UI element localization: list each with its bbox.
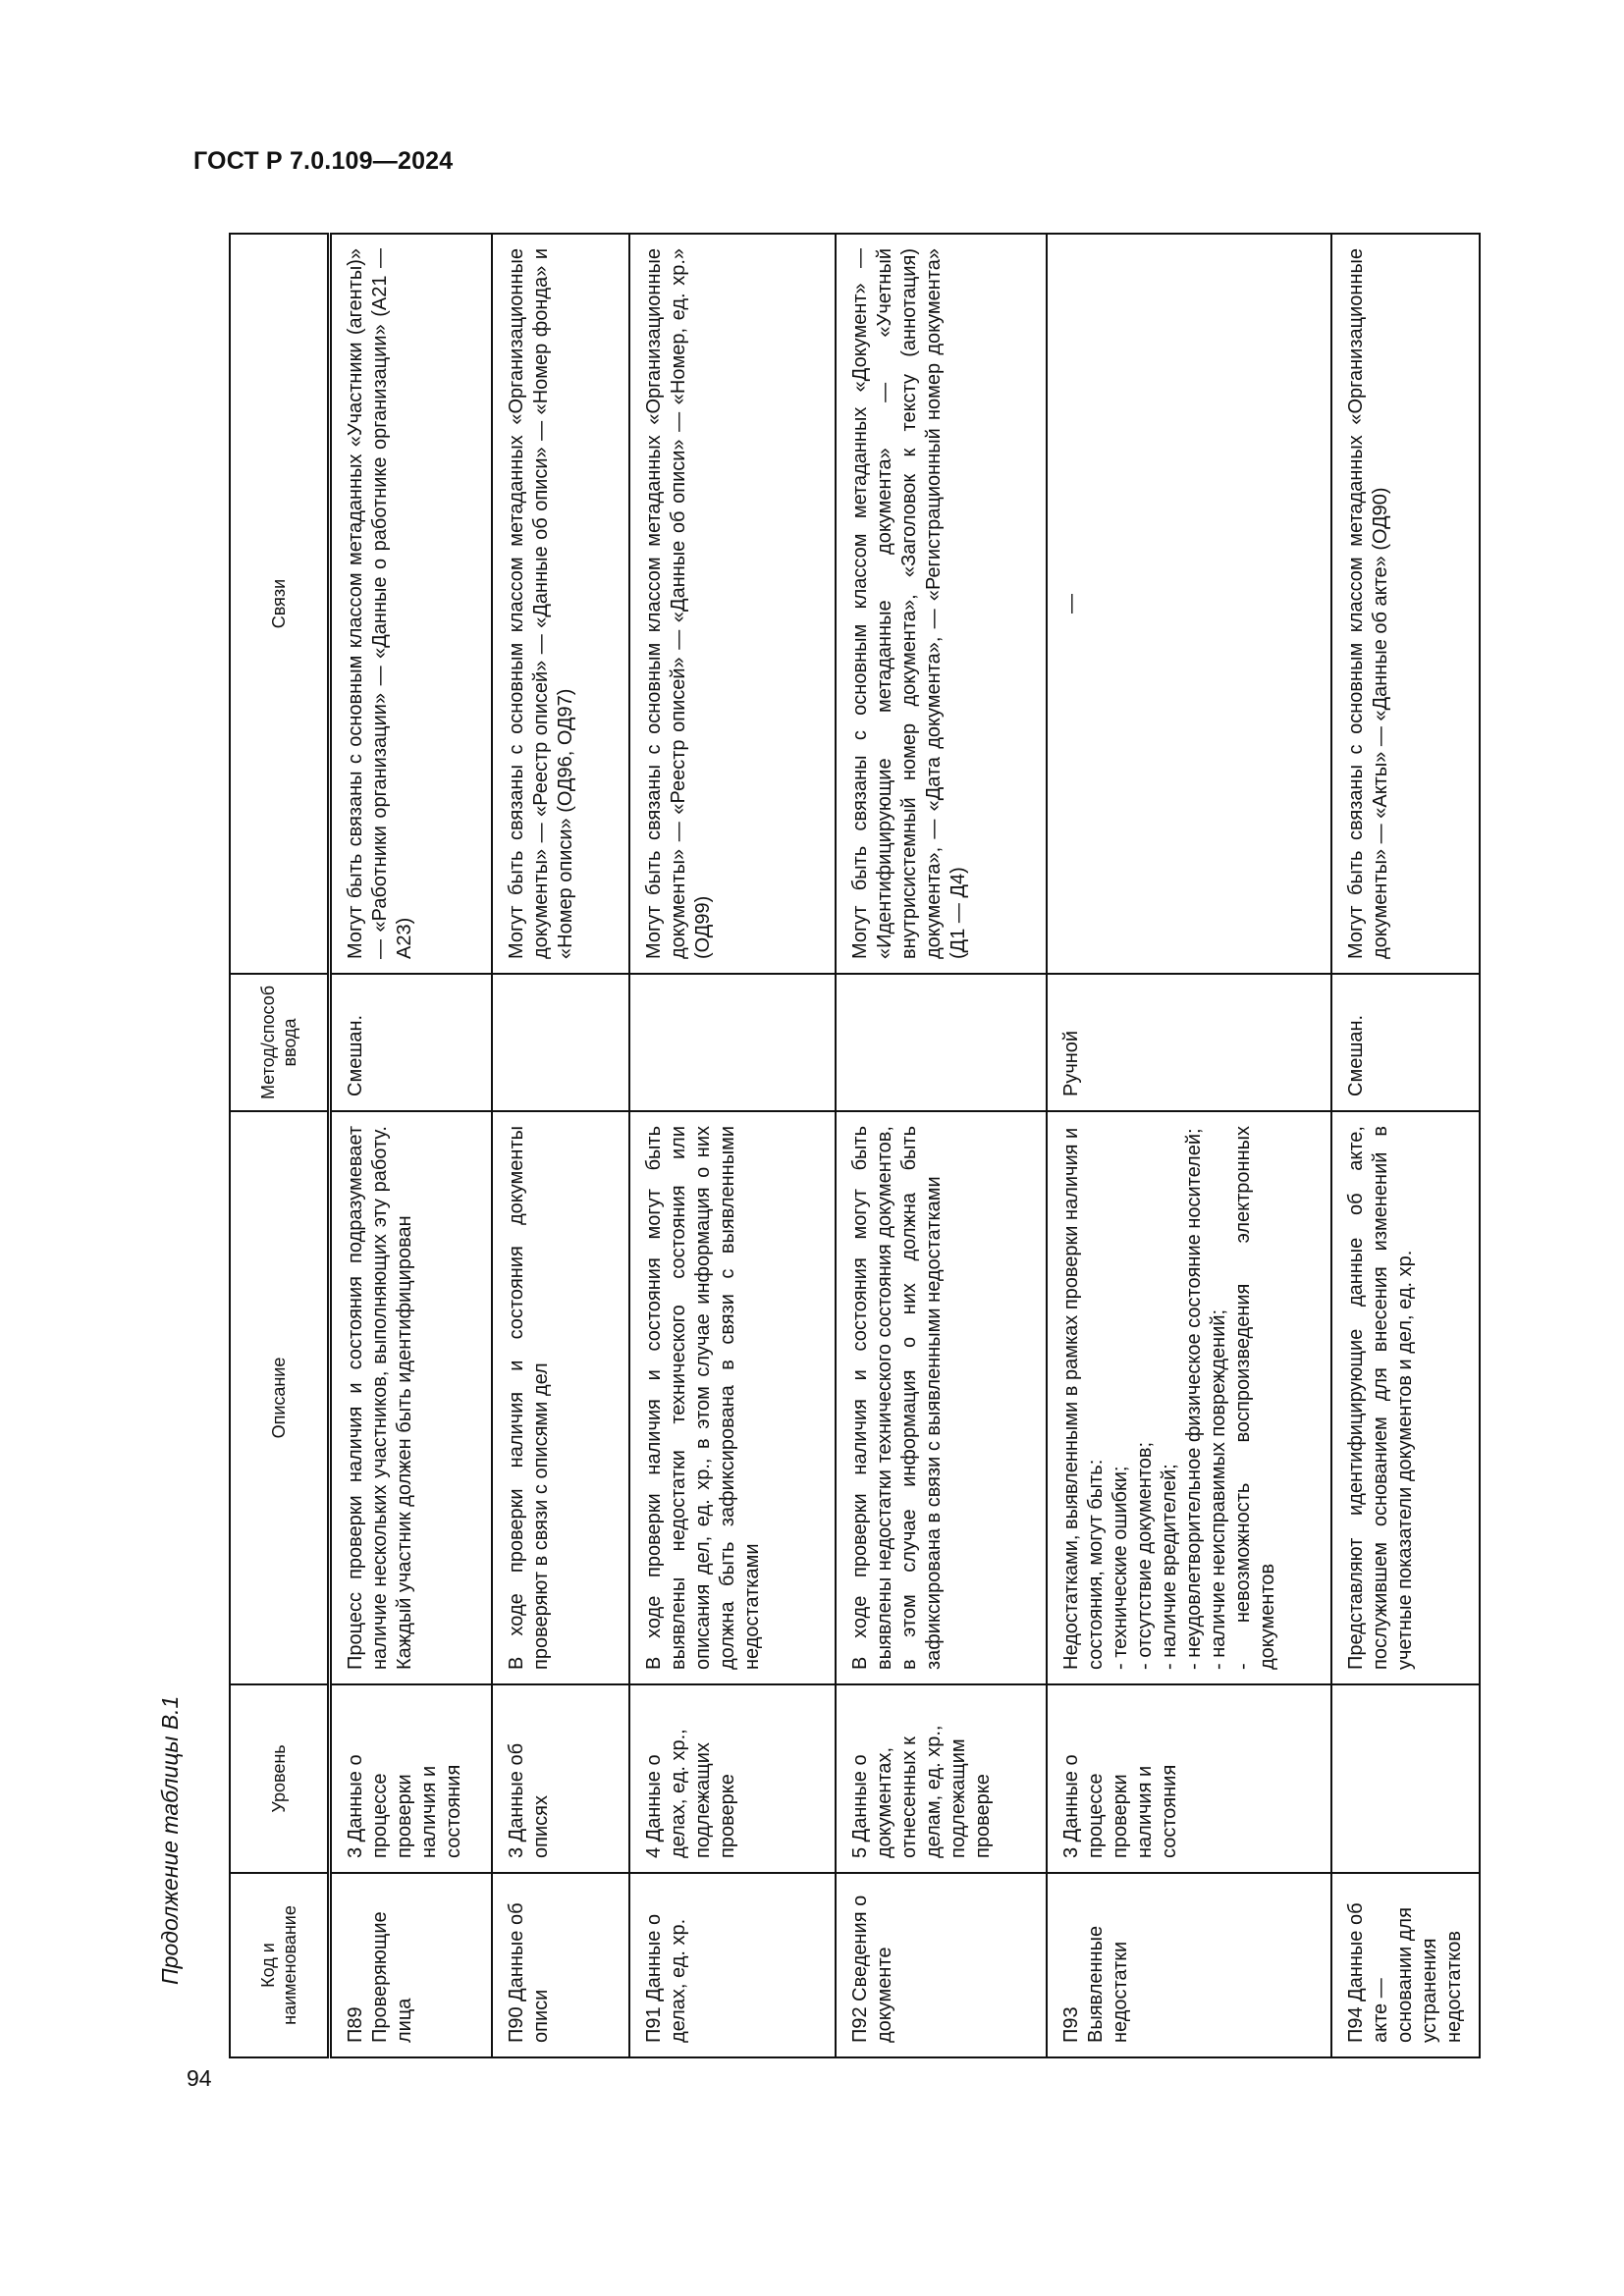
table-continuation-caption: Продолжение таблицы В.1 [157, 1695, 183, 1985]
list-item: - отсутствие документов; [1133, 1441, 1156, 1670]
list-item: - технические ошибки; [1109, 1466, 1131, 1670]
cell-level [1331, 1684, 1480, 1873]
cell-code: П94 Данные об акте — основании для устранения недостатков [1331, 1873, 1480, 2057]
table-row [492, 234, 629, 2057]
cell-description [1047, 1111, 1331, 1684]
cell-code: П92 Сведения о документе [836, 1873, 1047, 2057]
column-header-description: Описание [230, 1111, 330, 1684]
cell-links: Могут быть связаны с основным классом метаданных «Участники (агенты)» — «Работники организации» — «Данные о работнике организации» (А21 — А23) [330, 234, 492, 974]
column-header-level: Уровень [230, 1684, 330, 1873]
cell-links: Могут быть связаны с основным классом метаданных «Организационные документы» — «Реестр описей» — «Данные об описи» — «Номер, ед. хр.» (ОД99) [629, 234, 836, 974]
cell-level: 3 Данные о процессе проверки наличия и состояния [330, 1684, 492, 1873]
cell-description: В ходе проверки наличия и состояния могут быть выявлены недостатки технического состояния или описания дел, ед. хр., в этом случае информация о них должна быть зафиксирована в связи с выявленными недостатками [629, 1111, 836, 1684]
cell-code: П90 Данные об описи [492, 1873, 629, 2057]
column-header-code: Код и наименование [230, 1873, 330, 2057]
description-intro: Недостатками, выявленными в рамках проверки наличия и состояния, могут быть: [1059, 1127, 1107, 1670]
table-row [330, 234, 492, 2057]
cell-level: 5 Данные о документах, отнесенных к делам, ед. хр., подлежащим проверке [836, 1684, 1047, 1873]
cell-method [836, 974, 1047, 1111]
list-item: - наличие неисправимых повреждений; [1207, 1308, 1229, 1670]
cell-description: В ходе проверки наличия и состояния документы проверяют в связи с описями дел [492, 1111, 629, 1684]
list-item: - невозможность воспроизведения электронных документов [1231, 1126, 1278, 1670]
cell-links: Могут быть связаны с основным классом метаданных «Организационные документы» — «Акты» — «Данные об акте» (ОД90) [1331, 234, 1480, 974]
page-number: 94 [187, 2065, 212, 2091]
cell-method: Ручной [1047, 974, 1331, 1111]
column-header-links: Связи [230, 234, 330, 974]
cell-level: 4 Данные о делах, ед. хр., подлежащих проверке [629, 1684, 836, 1873]
cell-links: Могут быть связаны с основным классом метаданных «Организационные документы» — «Реестр описей» — «Данные об описи» — «Номер фонда» и «Номер описи» (ОД96, ОД97) [492, 234, 629, 974]
metadata-table [229, 233, 1481, 2058]
table-row [1331, 234, 1480, 2057]
defects-list [1109, 1126, 1280, 1670]
list-item: - неудовлетворительное физическое состояние носителей; [1182, 1128, 1205, 1670]
cell-links: — [1047, 234, 1331, 974]
cell-level: 3 Данные о процессе проверки наличия и состояния [1047, 1684, 1331, 1873]
cell-description: Представляют идентифицирующие данные об акте, послужившем основанием для внесения изменений в учетные показатели документов и дел, ед. хр. [1331, 1111, 1480, 1684]
cell-description: Процесс проверки наличия и состояния подразумевает наличие нескольких участников, выполняющих эту работу. Каждый участник должен быть идентифицирован [330, 1111, 492, 1684]
table-header-row [230, 234, 330, 2057]
cell-method [492, 974, 629, 1111]
cell-method: Смешан. [1331, 974, 1480, 1111]
cell-code: П89 Проверяющие лица [330, 1873, 492, 2057]
cell-code: П93 Выявленные недостатки [1047, 1873, 1331, 2057]
list-item: - наличие вредителей; [1158, 1464, 1180, 1670]
rotated-table-container [229, 235, 1465, 2058]
table-row [1047, 234, 1331, 2057]
cell-code: П91 Данные о делах, ед. хр. [629, 1873, 836, 2057]
table-row [629, 234, 836, 2057]
table-row [836, 234, 1047, 2057]
cell-method [629, 974, 836, 1111]
cell-method: Смешан. [330, 974, 492, 1111]
document-header: ГОСТ Р 7.0.109—2024 [193, 147, 454, 175]
cell-description: В ходе проверки наличия и состояния могут быть выявлены недостатки технического состояния документов, в этом случае информация о них должна быть зафиксирована в связи с выявленными недостатками [836, 1111, 1047, 1684]
cell-links: Могут быть связаны с основным классом метаданных «Документ» — «Идентифицирующие метаданные документа» — «Учетный внутрисистемный номер документа», «Заголовок к тексту (аннотация) документа», — «Дата документа», — «Регистрационный номер документа» (Д1 — Д4) [836, 234, 1047, 974]
column-header-method: Метод/способ ввода [230, 974, 330, 1111]
cell-level: 3 Данные об описях [492, 1684, 629, 1873]
